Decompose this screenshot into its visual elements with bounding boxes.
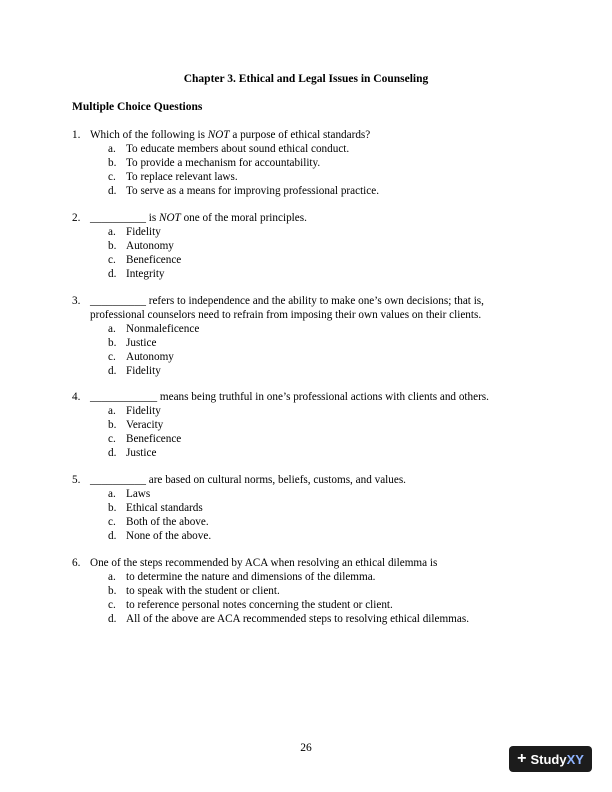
question-number: 2. (72, 212, 81, 224)
option-d: d. None of the above. (108, 530, 212, 542)
option-a: a. to determine the nature and dimensions of the dilemma. (108, 571, 376, 583)
option-c: c. To replace relevant laws. (108, 171, 238, 183)
question-text: One of the steps recommended by ACA when resolving an ethical dilemma is (90, 557, 438, 569)
studyxy-logo[interactable] (509, 746, 592, 772)
plus-icon: + (517, 750, 527, 767)
option-d: d. Fidelity (108, 365, 161, 377)
option-b: b. Veracity (108, 419, 164, 431)
question-text: ____________ means being truthful in one’s professional actions with clients and others. (90, 391, 489, 403)
question-text-continued: professional counselors need to refrain from imposing their own values on their clients. (90, 309, 482, 321)
question-emphasis: NOT (207, 129, 230, 141)
option-a: a. Fidelity (108, 226, 161, 238)
question-4 (72, 390, 542, 460)
option-c: c. to reference personal notes concerning the student or client. (108, 599, 393, 611)
question-number: 5. (72, 474, 81, 486)
brand-name: StudyXY (530, 751, 584, 767)
option-d: d. Integrity (108, 268, 165, 280)
question-text-end: one of the moral principles. (180, 212, 307, 224)
option-b: b. Autonomy (108, 240, 174, 252)
question-text: __________ refers to independence and the ability to make one’s own decisions; that is, (90, 295, 484, 307)
option-a: a. Laws (108, 488, 151, 500)
question-text: Which of the following is (90, 129, 208, 141)
question-3 (72, 294, 542, 378)
chapter-title: Chapter 3. Ethical and Legal Issues in Counseling (183, 73, 429, 85)
question-6 (72, 556, 542, 626)
option-d: d. All of the above are ACA recommended steps to resolving ethical dilemmas. (108, 613, 469, 625)
question-number: 4. (72, 391, 81, 403)
option-c: c. Beneficence (108, 433, 182, 445)
section-heading: Multiple Choice Questions (72, 101, 203, 113)
page-number: 26 (300, 742, 312, 754)
question-number: 6. (72, 557, 81, 569)
question-text: __________ are based on cultural norms, beliefs, customs, and values. (90, 474, 406, 486)
option-a: a. Nonmaleficence (108, 323, 200, 335)
option-c: c. Autonomy (108, 351, 174, 363)
option-d: d. Justice (108, 447, 157, 459)
question-1 (72, 128, 542, 198)
question-number: 1. (72, 129, 81, 141)
question-2 (72, 211, 542, 281)
option-d: d. To serve as a means for improving professional practice. (108, 185, 380, 197)
question-text-end: a purpose of ethical standards? (229, 129, 371, 141)
option-a: a. To educate members about sound ethical conduct. (108, 143, 350, 155)
option-b: b. To provide a mechanism for accountability. (108, 157, 321, 169)
option-c: c. Both of the above. (108, 516, 209, 528)
option-b: b. Ethical standards (108, 502, 203, 514)
question-number: 3. (72, 295, 81, 307)
option-a: a. Fidelity (108, 405, 161, 417)
option-b: b. Justice (108, 337, 157, 349)
question-emphasis: NOT (159, 212, 181, 224)
question-5 (72, 473, 542, 543)
question-text: __________ is (90, 212, 159, 224)
option-c: c. Beneficence (108, 254, 182, 266)
option-b: b. to speak with the student or client. (108, 585, 280, 597)
